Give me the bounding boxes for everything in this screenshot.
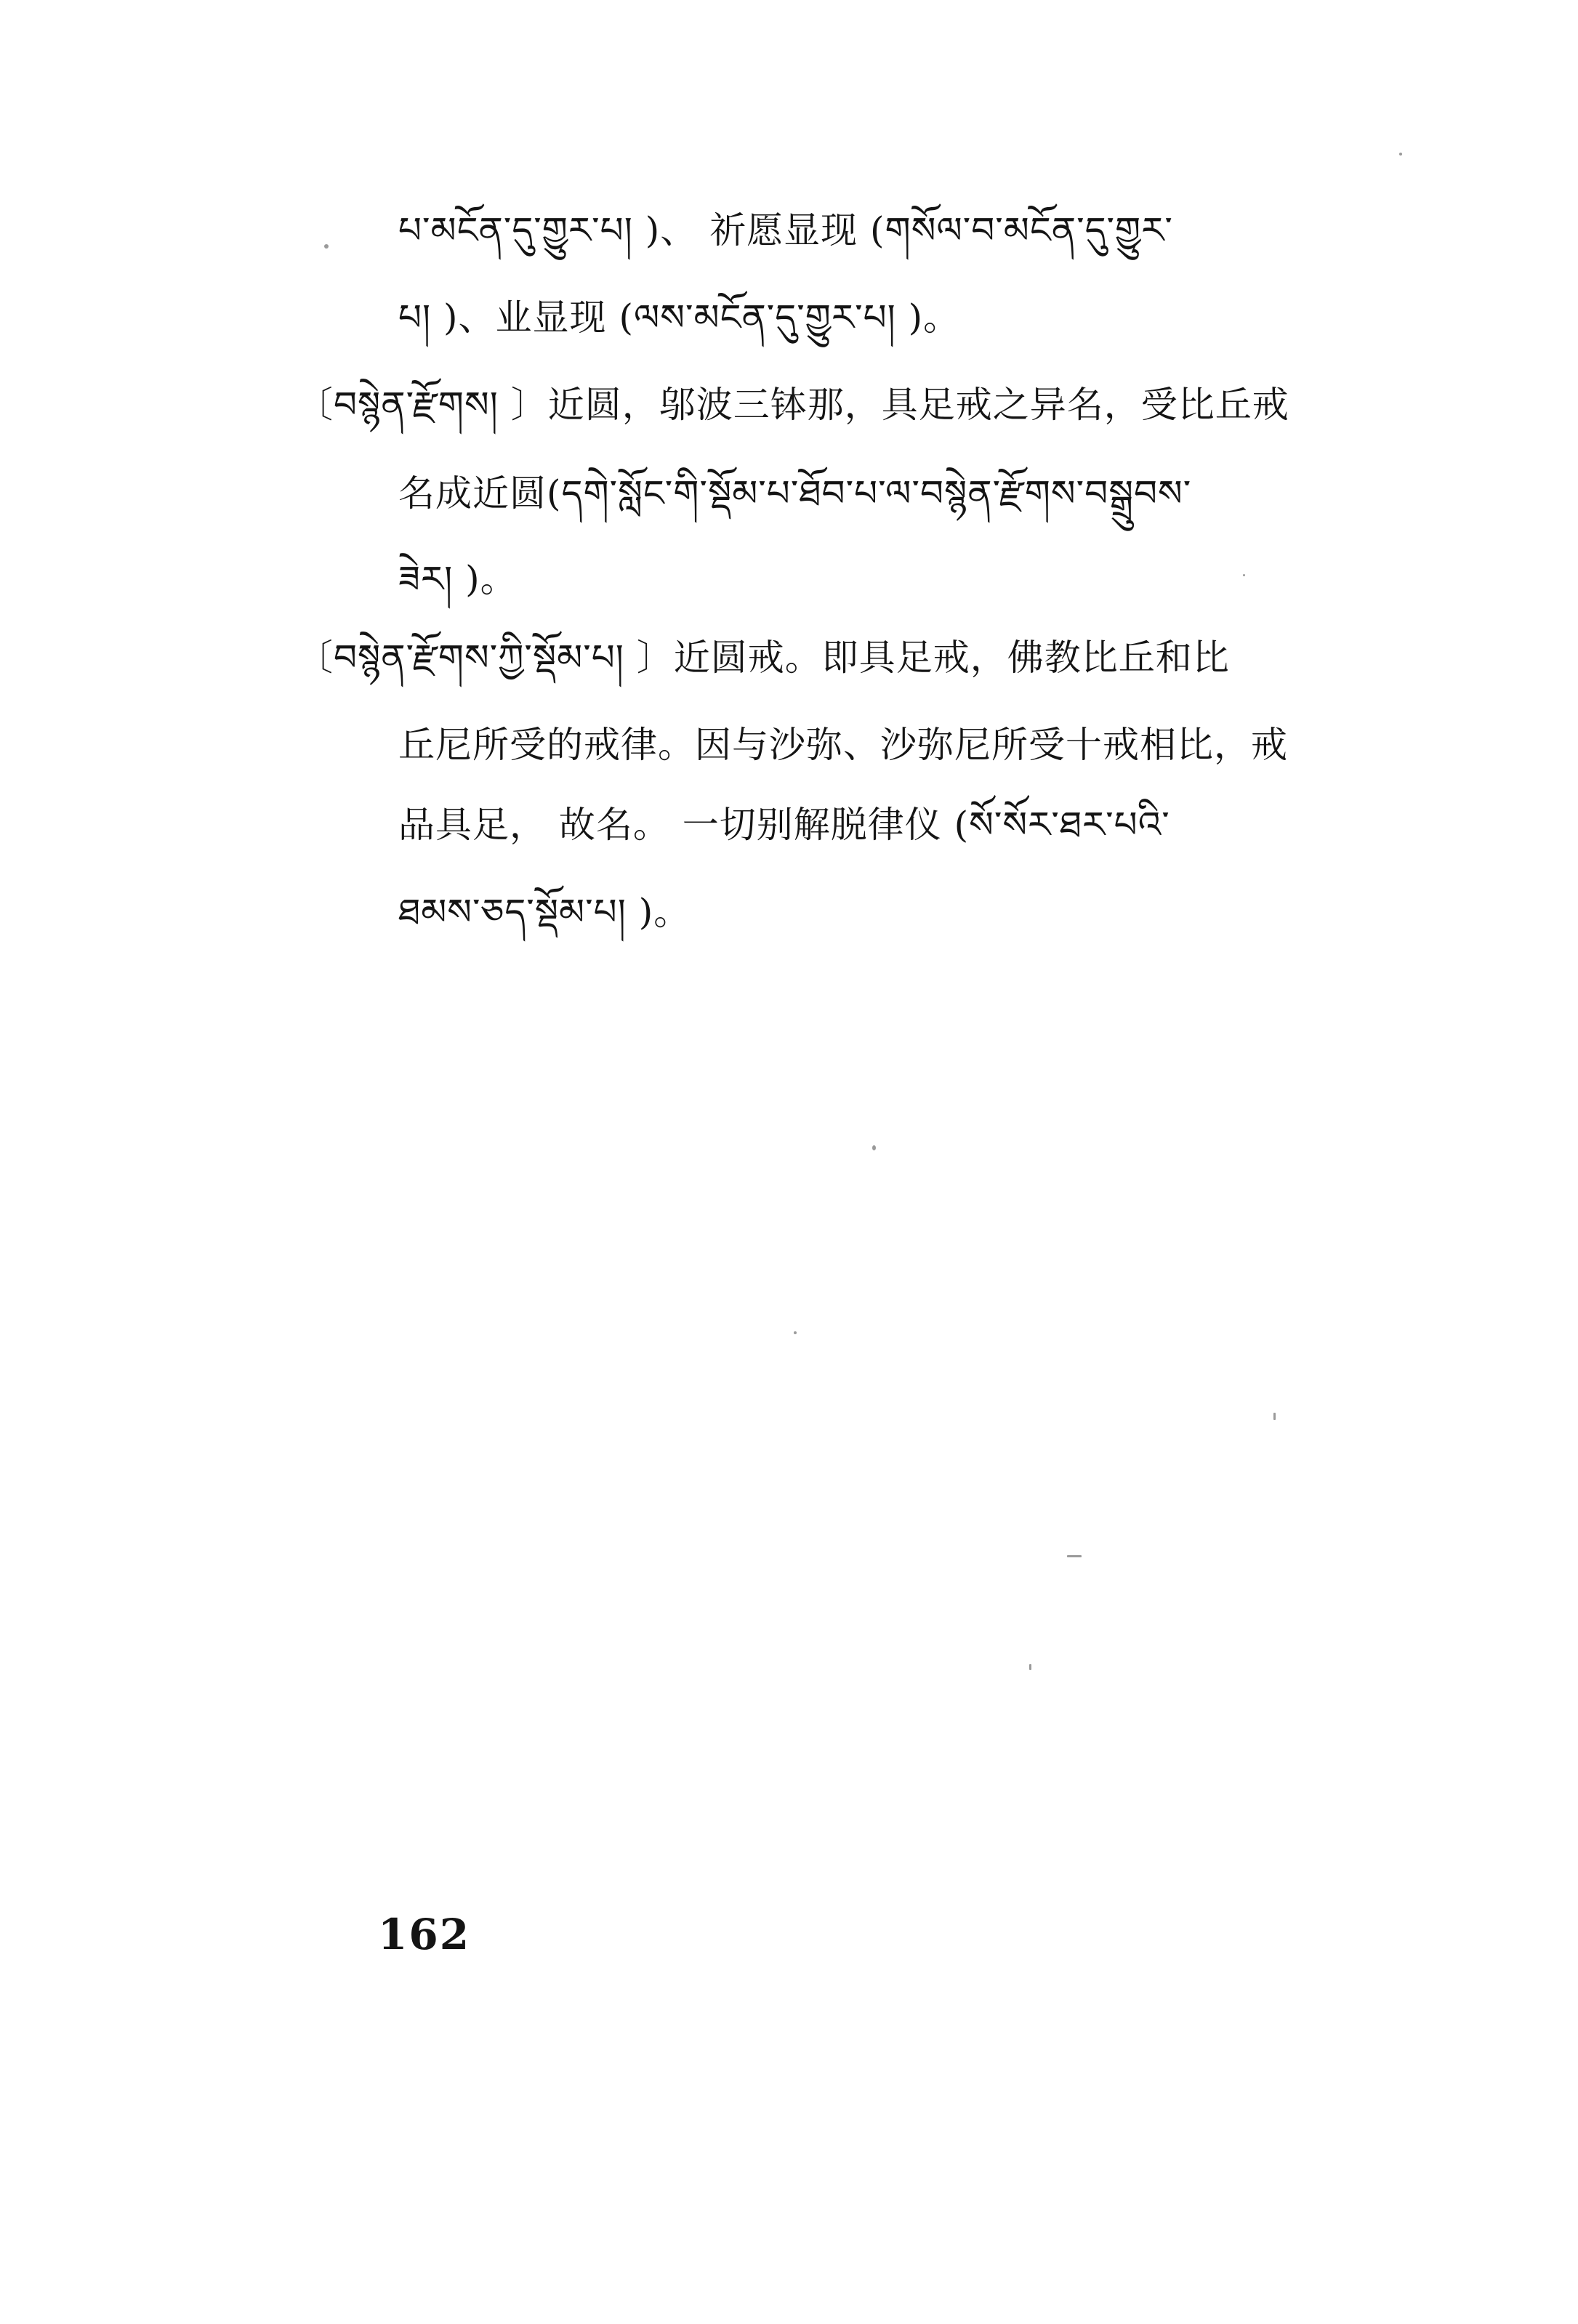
- scan-speck: [324, 244, 329, 249]
- scan-speck: [1399, 153, 1402, 156]
- text-line: པ་མངོན་དུ་གྱུར་པ། )、 祈愿显现 (གསོལ་བ་མངོན་དུ་གྱུར་: [398, 209, 1173, 251]
- page-number: 162: [378, 1910, 471, 1959]
- scan-speck: [1243, 574, 1245, 576]
- entry-headword-line: 〔བསྙེན་རྫོགས། 〕近圆，邬波三钵那，具足戒之异名，受比丘戒: [297, 384, 1289, 426]
- text-line: པ། )、业显现 (ལས་མངོན་དུ་གྱུར་པ། )。: [398, 296, 961, 339]
- entry-headword-line: 〔བསྙེན་རྫོགས་ཀྱི་སྡོམ་པ། 〕近圆戒。即具足戒，佛教比丘和比: [297, 637, 1230, 679]
- text-line: 丘尼所受的戒律。因与沙弥、沙弥尼所受十戒相比，戒: [398, 724, 1288, 766]
- scan-speck: [794, 1331, 797, 1334]
- text-line: ཐམས་ཅད་སྡོམ་པ། )。: [398, 891, 691, 933]
- scan-speck: [872, 1145, 876, 1150]
- text-line: ཟེར། )。: [398, 558, 518, 600]
- scan-speck: [1067, 1555, 1082, 1557]
- scan-speck: [1029, 1664, 1031, 1670]
- scan-speck: [1273, 1413, 1276, 1420]
- text-line: 名成近圆(དགེ་སློང་གི་སྡོམ་པ་ཐོབ་པ་ལ་བསྙེན་རྫོགས་བསྒྲུབས་: [398, 472, 1192, 515]
- text-line: 品具足， 故名。 一切别解脱律仪 (སོ་སོར་ཐར་པའི་: [398, 804, 1170, 846]
